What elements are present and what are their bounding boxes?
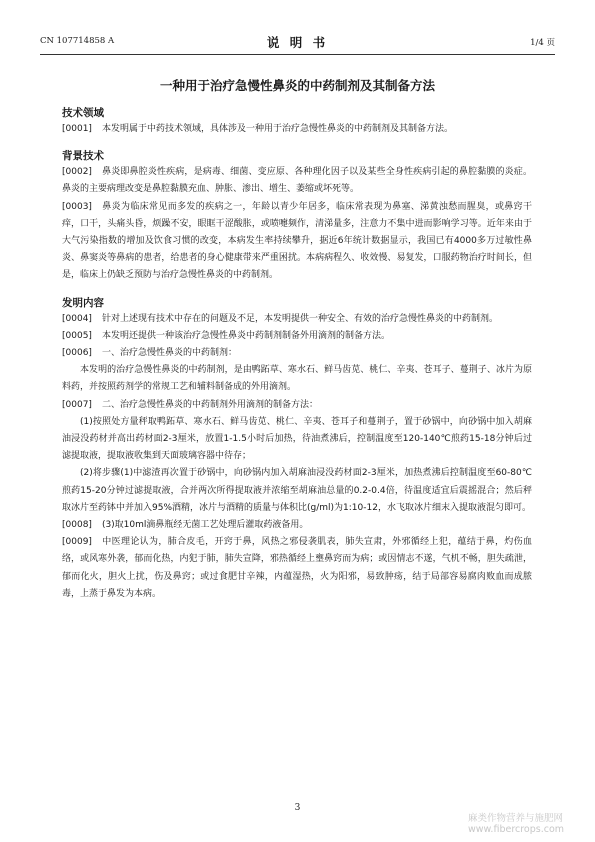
paragraph-0007 — [62, 397, 532, 414]
section-heading-tech-field: 技术领域 — [62, 107, 104, 119]
publication-number: CN 107714858 A — [40, 36, 115, 46]
paragraph-0007-step-1: (1)按照处方量秤取鸭跖草、寒水石、鲜马齿苋、桃仁、辛夷、苍耳子和蔓荆子，置于砂锅中，向砂锅中加入胡麻油浸没药材并高出药材面2-3厘米，放置1-1.5小时后加热，待油煮沸后，控制温度至120-140℃煎药15-18分钟后过滤提取液，提取液收集到天面玻璃容器中待存； — [62, 416, 532, 462]
paragraph-number: [0004] — [62, 313, 92, 324]
page-number: 3 — [294, 803, 301, 813]
paragraph-text: 一、治疗急慢性鼻炎的中药制剂： — [101, 348, 237, 359]
paragraph-text: 本发明还提供一种该治疗急慢性鼻炎中药制剂制备外用滴剂的制备方法。 — [101, 330, 390, 341]
paragraph-0006-body: 本发明的治疗急慢性鼻炎的中药制剂，是由鸭跖草、寒水石、鲜马齿苋、桃仁、辛夷、苍耳子、蔓荆子、冰片为原料药，并按照药剂学的常规工艺和辅料制备成的外用滴剂。 — [62, 365, 532, 393]
page-indicator: 1/4 页 — [530, 38, 555, 48]
document-title: 一种用于治疗急慢性鼻炎的中药制剂及其制备方法 — [159, 78, 435, 93]
section-heading-background: 背景技术 — [62, 150, 104, 163]
paragraph-text: (3)取10ml滴鼻瓶经无菌工艺处理后灌取药液备用。 — [101, 520, 309, 531]
paragraph-text: 二、治疗急慢性鼻炎的中药制剂外用滴剂的制备方法： — [101, 399, 318, 410]
paragraph-number: [0001] — [62, 124, 92, 134]
paragraph-text: 针对上述现有技术中存在的问题及不足，本发明提供一种安全、有效的治疗急慢性鼻炎的中药制剂。 — [101, 313, 498, 324]
paragraph-number: [0005] — [62, 330, 92, 341]
section-heading-summary: 发明内容 — [62, 296, 104, 309]
page-header — [40, 36, 555, 52]
paragraph-0009 — [62, 534, 532, 603]
paragraph-0004 — [62, 311, 532, 328]
document-type: 说 明 书 — [266, 35, 329, 50]
paragraph-number: [0009] — [62, 537, 92, 548]
paragraph-0002 — [62, 164, 532, 198]
watermark-url: www.fibercrops.com — [468, 824, 565, 835]
paragraph-0001 — [62, 121, 532, 138]
paragraph-text: 鼻炎为临床常见而多发的疾病之一，年龄以青少年居多，临床常表现为鼻塞、涕黄浊愁而腥臭，或鼻窍干痒，口干，头痛头昏，烦躁不安，眼眶干涩酸胀，或喷嚏频作，清涕量多，注意力不集中进而影响学习等。近年来由于大气污染指数的增加及饮食习惯的改变，本病发生率持续攀升，据近6年统计数据显示，我国已有4000多万过敏性鼻炎、鼻窦炎等鼻病的患者，给患者的身心健康带来严重困扰。本病病程久、收效慢、易复发，口服药物治疗时间长，但是，临床上仍缺乏预防与治疗急慢性鼻炎的中药制剂。 — [62, 201, 532, 281]
paragraph-number: [0003] — [62, 201, 92, 212]
paragraph-0007-step-2: (2)将步骤(1)中滤渣再次置于砂锅中，向砂锅内加入胡麻油浸没药材面2-3厘米，加热煮沸后控制温度至60-80℃煎药15-20分钟过滤提取液，合并两次所得提取液并浓缩至胡麻油总量的0.2-0.4倍，待温度适宜后震摇混合；然后秤取冰片至药钵中并加入95%酒精，冰片与酒精的质量与体积比(g/ml)为1:10-12，水飞取冰片细末入提取液混匀即可。 — [62, 468, 532, 513]
paragraph-text: 鼻炎即鼻腔炎性疾病，是病毒、细菌、变应原、各种理化因子以及某些全身性疾病引起的鼻腔黏膜的炎症。鼻炎的主要病理改变是鼻腔黏膜充血、肿胀、渗出、增生、萎缩或坏死等。 — [62, 167, 532, 195]
paragraph-text: 本发明属于中药技术领域，具体涉及一种用于治疗急慢性鼻炎的中药制剂及其制备方法。 — [101, 124, 453, 134]
paragraph-0006 — [62, 345, 532, 362]
paragraph-number: [0007] — [62, 399, 92, 410]
paragraph-text: 中医理论认为，肺合皮毛，开窍于鼻，风热之邪侵袭肌表，肺失宣肃，外邪循经上犯，蕴结于鼻，灼伤血络，或风寒外袭，郁而化热，内犯于肺，肺失宣降，邪热循经上壅鼻窍而为病；或因情志不遂，气机不畅，胆失疏泄，郁而化火，胆火上扰，伤及鼻窍；或过食肥甘辛辣，内蕴湿热，火为阳邪，易致肿疡，结于局部容易腐肉败血而成脓毒，上蒸于鼻发为本病。 — [62, 537, 532, 599]
paragraph-number: [0002] — [62, 167, 92, 178]
paragraph-number: [0008] — [62, 520, 92, 531]
document-body — [62, 106, 532, 603]
header-divider — [40, 54, 555, 55]
paragraph-0005 — [62, 328, 532, 345]
paragraph-number: [0006] — [62, 348, 92, 359]
paragraph-0008 — [62, 517, 532, 534]
paragraph-0003 — [62, 199, 532, 285]
watermark-text: 麻类作物营养与施肥网 — [468, 813, 564, 824]
